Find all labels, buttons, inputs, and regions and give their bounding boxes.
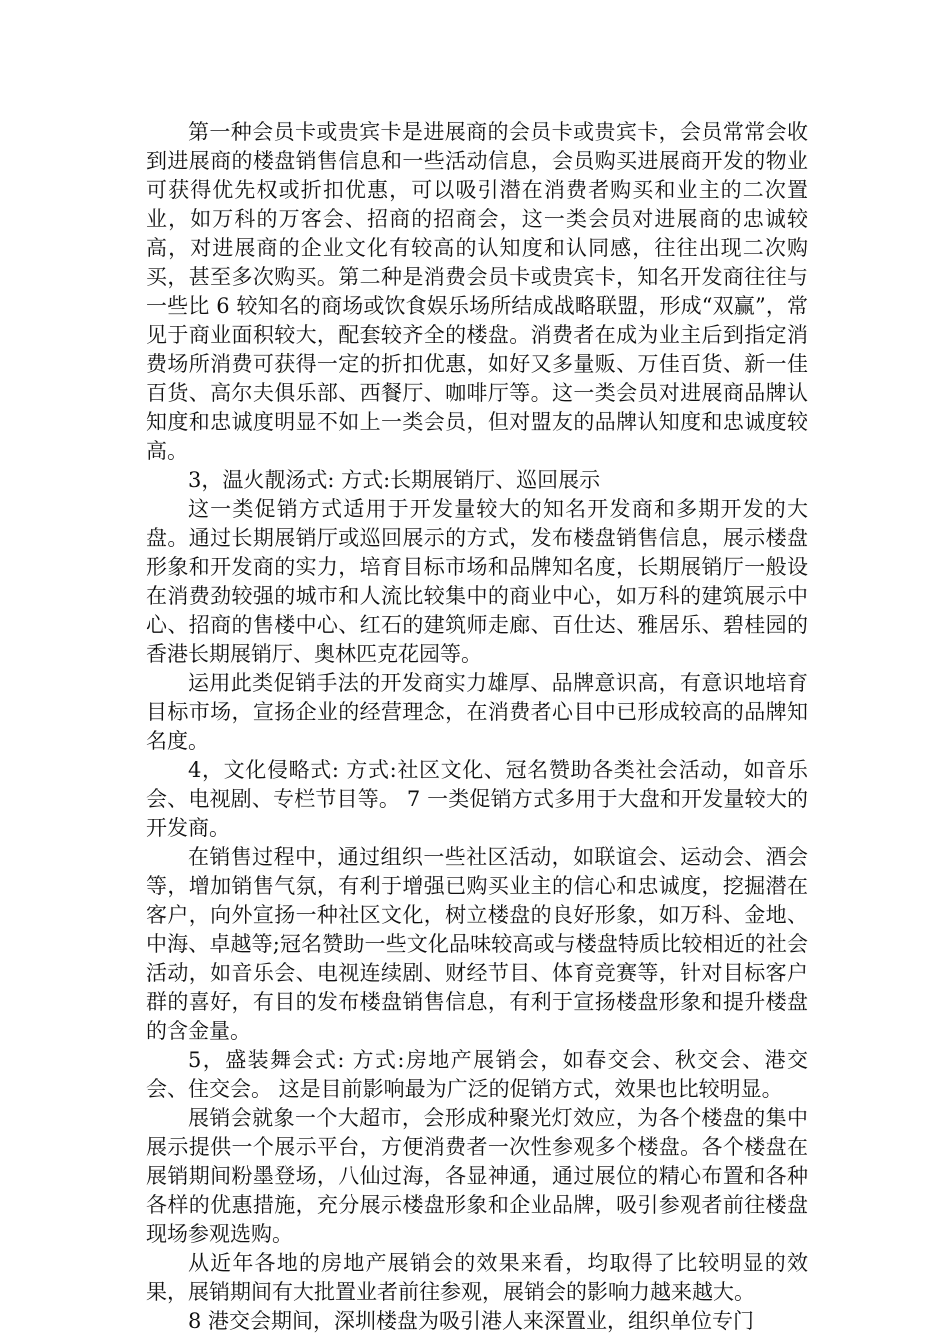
heading-culture-invasion-method: 4，文化侵略式: 方式:社区文化、冠名赞助各类社会活动，如音乐会、电视剧、专栏节目等。 7 一类促销方式多用于大盘和开发量较大的开发商。: [146, 758, 808, 840]
paragraph-long-term-exhibition: 这一类促销方式适用于开发量较大的知名开发商和多期开发的大盘。通过长期展销厅或巡回展示的方式，发布楼盘销售信息，展示楼盘形象和开发商的实力，培育目标市场和品牌知名度，长期展销厅一般设在消费劲较强的城市和人流比较集中的商业中心，如万科的建筑展示中心、招商的售楼中心、红石的建筑师走廊、百仕达、雅居乐、碧桂园的香港长期展销厅、奥林匹克花园等。: [146, 497, 808, 666]
paragraph-exhibition-effect: 从近年各地的房地产展销会的效果来看，均取得了比较明显的效果，展销期间有大批置业者前往参观，展销会的影响力越来越大。: [146, 1251, 808, 1304]
document-page: [146, 118, 808, 1336]
paragraph-membership-cards: 第一种会员卡或贵宾卡是进展商的会员卡或贵宾卡，会员常常会收到进展商的楼盘销售信息和一些活动信息，会员购买进展商开发的物业可获得优先权或折扣优惠，可以吸引潜在消费者购买和业主的二次置业，如万科的万客会、招商的招商会，这一类会员对进展商的忠诚较高，对进展商的企业文化有较高的认知度和认同感，往往出现二次购买，甚至多次购买。第二种是消费会员卡或贵宾卡，知名开发商往往与一些比 6 较知名的商场或饮食娱乐场所结成战略联盟，形成“双赢”，常见于商业面积较大，配套较齐全的楼盘。消费者在成为业主后到指定消费场所消费可获得一定的折扣优惠，如好又多量贩、万佳百货、新一佳百货、高尔夫俱乐部、西餐厅、咖啡厅等。这一类会员对进展商品牌认知度和忠诚度明显不如上一类会员，但对盟友的品牌认知度和忠诚度较高。: [146, 120, 808, 463]
paragraph-hk-fair: 8 港交会期间，深圳楼盘为吸引港人来深置业，组织单位专门: [188, 1309, 755, 1333]
heading-warm-soup-method: 3，温火靓汤式: 方式:长期展销厅、巡回展示: [188, 468, 601, 492]
paragraph-exhibition-supermarket: 展销会就象一个大超市，会形成种聚光灯效应，为各个楼盘的集中展示提供一个展示平台，方便消费者一次性参观多个楼盘。各个楼盘在展销期间粉墨登场，八仙过海，各显神通，通过展位的精心布置和各种各样的优惠措施，充分展示楼盘形象和企业品牌，吸引参观者前往楼盘现场参观选购。: [146, 1106, 808, 1246]
paragraph-community-activities: 在销售过程中，通过组织一些社区活动，如联谊会、运动会、酒会等，增加销售气氛，有利于增强已购买业主的信心和忠诚度，挖掘潜在客户，向外宣扬一种社区文化，树立楼盘的良好形象，如万科、金地、中海、卓越等;冠名赞助一些文化品味较高或与楼盘特质比较相近的社会活动，如音乐会、电视连续剧、财经节目、体育竞赛等，针对目标客户群的喜好，有目的发布楼盘销售信息，有利于宣扬楼盘形象和提升楼盘的含金量。: [146, 845, 808, 1043]
heading-gala-dance-method: 5，盛装舞会式: 方式:房地产展销会，如春交会、秋交会、港交会、住交会。 这是目前影响最为广泛的促销方式，效果也比较明显。: [146, 1048, 808, 1101]
paragraph-developer-strength: 运用此类促销手法的开发商实力雄厚、品牌意识高，有意识地培育目标市场，宣扬企业的经营理念，在消费者心目中已形成较高的品牌知名度。: [146, 671, 808, 753]
